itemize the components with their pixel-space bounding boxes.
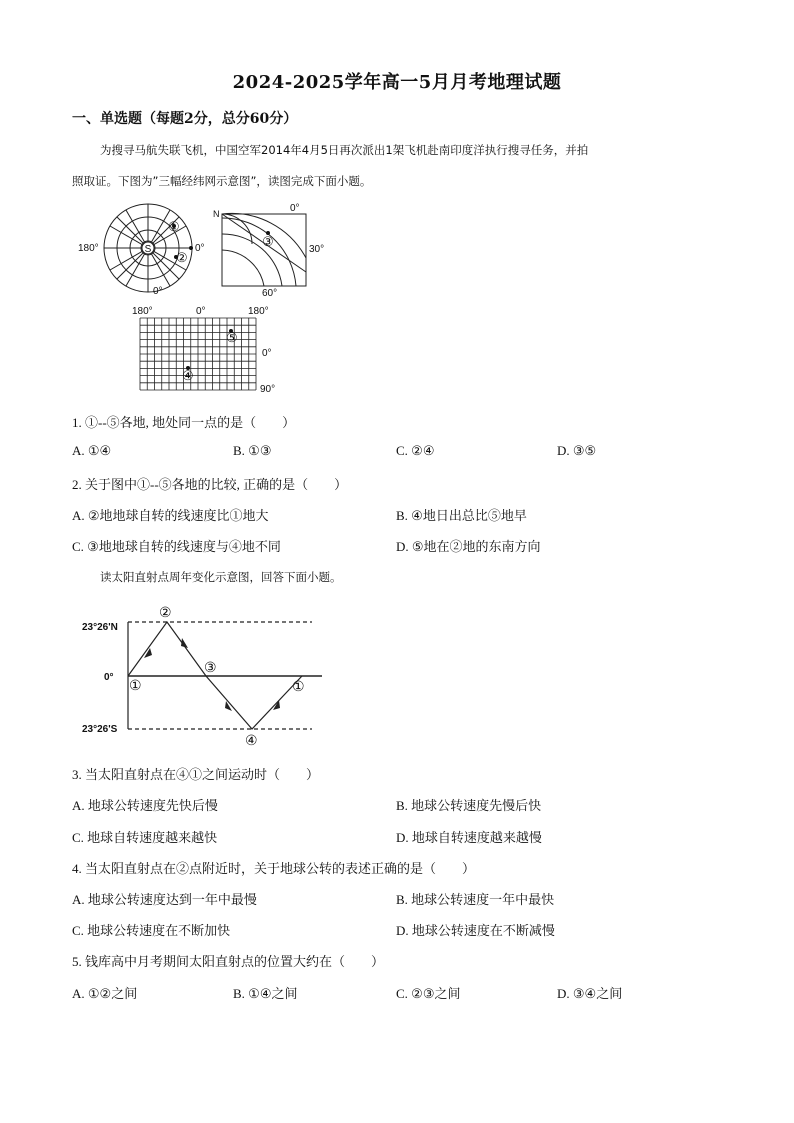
polar-left-label: 180°	[78, 243, 99, 254]
polar-bottom-label: 0°	[153, 286, 163, 297]
polar-right-label: 0°	[195, 243, 205, 254]
q2-option-b[interactable]: B. ④地日出总比⑤地早	[396, 508, 527, 523]
q1-option-b[interactable]: B. ①③	[233, 443, 272, 458]
q2-option-a[interactable]: A. ②地地球自转的线速度比①地大	[72, 508, 269, 523]
grid-map-figure	[130, 302, 290, 397]
q4-option-d[interactable]: D. 地球公转速度在不断减慢	[396, 923, 555, 938]
quadrant-corner-label: N	[213, 209, 220, 219]
tropic-south-label: 23°26'S	[82, 724, 118, 735]
subsolar-migration-diagram	[80, 600, 330, 750]
q5-option-a[interactable]: A. ①②之间	[72, 986, 138, 1001]
intro-text-line-2: 照取证。下图为”三幅经纬网示意图”，读图完成下面小题。	[72, 174, 372, 188]
q3-option-d[interactable]: D. 地球自转速度越来越慢	[396, 830, 542, 845]
section-heading: 一、单选题（每题2分，总分60分）	[72, 111, 298, 127]
grid-top-left-label: 180°	[132, 306, 153, 317]
diagram-point-2: ②	[159, 604, 172, 620]
q2-stem: 2. 关于图中①--⑤各地的比较, 正确的是（ ）	[72, 477, 348, 492]
q5-option-b[interactable]: B. ①④之间	[233, 986, 298, 1001]
polar-map-figure	[74, 200, 224, 300]
q3-option-b[interactable]: B. 地球公转速度先慢后快	[396, 798, 542, 813]
q5-option-c[interactable]: C. ②③之间	[396, 986, 461, 1001]
q2-option-c[interactable]: C. ③地地球自转的线速度与④地不同	[72, 539, 281, 554]
q1-option-a[interactable]: A. ①④	[72, 443, 112, 458]
grid-point-4: ④	[182, 368, 194, 383]
quadrant-right-label: 30°	[309, 244, 325, 255]
diagram-point-4: ④	[245, 732, 258, 748]
grid-right-bottom-label: 90°	[260, 384, 276, 395]
q2-option-d[interactable]: D. ⑤地在②地的东南方向	[396, 539, 541, 554]
q3-option-c[interactable]: C. 地球自转速度越来越快	[72, 830, 218, 845]
intro-text-2: 读太阳直射点周年变化示意图，回答下面小题。	[100, 570, 342, 584]
grid-top-mid-label: 0°	[196, 306, 206, 317]
q1-stem: 1. ①--⑤各地, 地处同一点的是（ ）	[72, 415, 296, 430]
grid-right-mid-label: 0°	[262, 348, 272, 359]
diagram-point-1-left: ①	[129, 677, 142, 693]
quadrant-point-3: ③	[262, 234, 274, 249]
quadrant-top-label: 0°	[290, 203, 300, 214]
q3-stem: 3. 当太阳直射点在④①之间运动时（ ）	[72, 767, 320, 782]
q1-option-c[interactable]: C. ②④	[396, 443, 435, 458]
polar-point-2: ②	[176, 250, 188, 265]
q4-option-c[interactable]: C. 地球公转速度在不断加快	[72, 923, 231, 938]
q5-stem: 5. 钱库高中月考期间太阳直射点的位置大约在（ ）	[72, 954, 385, 969]
q4-option-a[interactable]: A. 地球公转速度达到一年中最慢	[72, 892, 257, 907]
q5-option-d[interactable]: D. ③④之间	[557, 986, 623, 1001]
grid-point-5: ⑤	[226, 330, 238, 345]
page-title: 2024-2025学年高一5月月考地理试题	[232, 72, 562, 93]
diagram-point-3: ③	[204, 659, 217, 675]
tropic-north-label: 23°26'N	[82, 622, 118, 633]
quadrant-map-figure	[212, 200, 342, 300]
q4-option-b[interactable]: B. 地球公转速度一年中最快	[396, 892, 555, 907]
q3-option-a[interactable]: A. 地球公转速度先快后慢	[72, 798, 218, 813]
diagram-point-1-right: ①	[292, 678, 305, 694]
quadrant-bottom-label: 60°	[262, 288, 278, 299]
polar-center-label: S	[144, 244, 152, 255]
intro-text-line-1: 为搜寻马航失联飞机，中国空军2014年4月5日再次派出1架飞机赴南印度洋执行搜寻任务，并拍	[100, 143, 589, 157]
polar-point-1: ①	[168, 219, 180, 234]
equator-label: 0°	[104, 672, 114, 683]
q1-option-d[interactable]: D. ③⑤	[557, 443, 597, 458]
q4-stem: 4. 当太阳直射点在②点附近时，关于地球公转的表述正确的是（ ）	[72, 861, 476, 876]
grid-top-right-label: 180°	[248, 306, 269, 317]
